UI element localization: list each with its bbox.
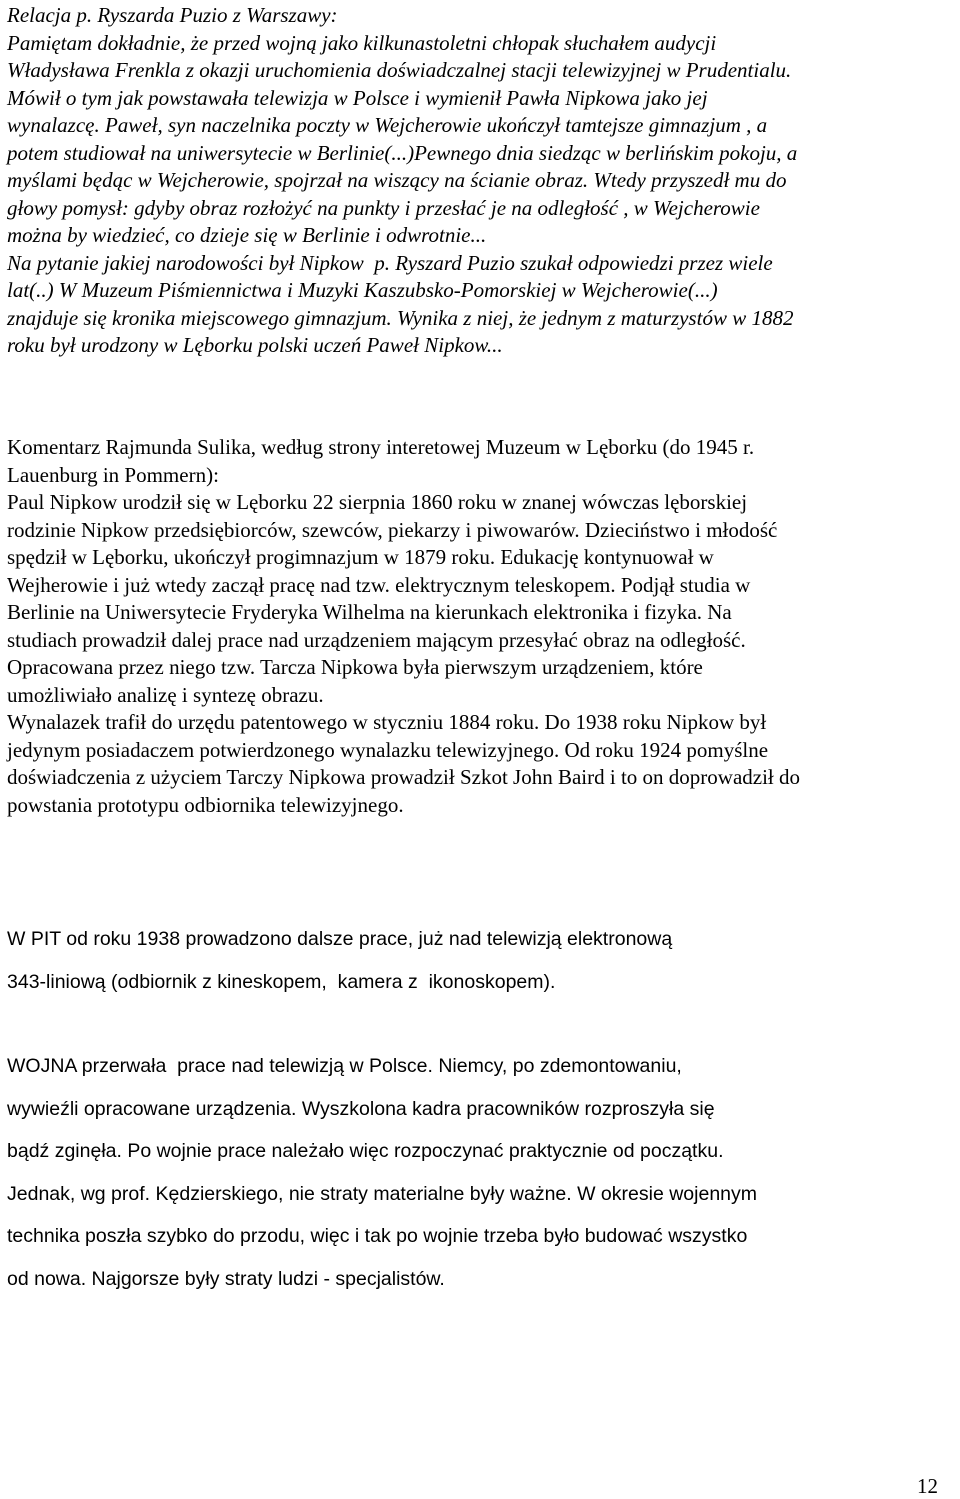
relacja-line: potem studiował na uniwersytecie w Berlinie(...)Pewnego dnia siedząc w berlińskim pokoju, a [7,140,798,165]
page-number: 12 [917,1474,938,1498]
komentarz-line: studiach prowadził dalej prace nad urządzeniem mającym przesyłać obraz na odległość. [7,627,746,652]
komentarz-line: spędził w Lęborku, ukończył progimnazjum w 1879 roku. Edukację kontynuował w [7,545,714,569]
komentarz-line: Opracowana przez niego tzw. Tarcza Nipkowa była pierwszym urządzeniem, które [7,655,703,679]
komentarz-section [7,434,947,819]
komentarz-line: Paul Nipkow urodził się w Lęborku 22 sierpnia 1860 roku w znanej wówczas lęborskiej [7,490,748,514]
komentarz-line: Komentarz Rajmunda Sulika, według strony interetowej Muzeum w Lęborku (do 1945 r. [7,435,755,459]
relacja-line: można by wiedzieć, co dzieje się w Berlinie i odwrotnie... [7,223,487,247]
wojna-line: WOJNA przerwała prace nad telewizją w Polsce. Niemcy, po zdemontowaniu, [7,1055,682,1077]
komentarz-line: rodzinie Nipkow przedsiębiorców, szewców, piekarzy i piwowarów. Dzieciństwo i młodość [7,517,778,542]
pit-line: 343-liniową (odbiornik z kineskopem, kamera z ikonoskopem). [7,970,556,993]
wojna-section [7,1045,957,1300]
wojna-line: wywieźli opracowane urządzenia. Wyszkolona kadra pracowników rozproszyła się [7,1097,715,1120]
pit-section [7,918,957,1003]
komentarz-line: umożliwiało analizę i syntezę obrazu. [7,682,324,707]
wojna-line: bądź zginęła. Po wojnie prace należało więc rozpoczynać praktycznie od początku. [7,1140,724,1162]
relacja-line: Pamiętam dokładnie, że przed wojną jako kilkunastoletni chłopak słuchałem audycji [7,30,717,55]
relacja-line: myślami będąc w Wejcherowie, spojrzał na wiszący na ścianie obraz. Wtedy przyszedł mu do [7,168,787,192]
komentarz-line: Berlinie na Uniwersytecie Fryderyka Wilhelma na kierunkach elektronika i fizyka. Na [7,600,732,624]
relacja-line: Na pytanie jakiej narodowości był Nipkow p. Ryszard Puzio szukał odpowiedzi przez wiele [7,250,773,275]
relacja-section [7,2,947,360]
komentarz-line: Wynalazek trafił do urzędu patentowego w styczniu 1884 roku. Do 1938 roku Nipkow był [7,710,767,734]
wojna-line: od nowa. Najgorsze były straty ludzi - specjalistów. [7,1267,445,1290]
relacja-line: Władysława Frenkla z okazji uruchomienia doświadczalnej stacji telewizyjnej w Prudentialu. [7,58,792,82]
komentarz-line: doświadczenia z użyciem Tarczy Nipkowa prowadził Szkot John Baird i to on doprowadził do [7,765,801,789]
komentarz-line: powstania prototypu odbiornika telewizyjnego. [7,792,404,817]
wojna-line: technika poszła szybko do przodu, więc i tak po wojnie trzeba było budować wszystko [7,1225,748,1247]
relacja-line: wynalazcę. Paweł, syn naczelnika poczty w Wejcherowie ukończył tamtejsze gimnazjum , a [7,113,768,137]
relacja-line: lat(..) W Muzeum Piśmiennictwa i Muzyki Kaszubsko-Pomorskiej w Wejcherowie(...) [7,278,718,302]
komentarz-line: Lauenburg in Pommern): [7,462,219,487]
komentarz-line: jedynym posiadaczem potwierdzonego wynalazku telewizyjnego. Od roku 1924 pomyślne [7,737,769,762]
relacja-line: głowy pomysł: gdyby obraz rozłożyć na punkty i przesłać je na odległość , w Wejcherowie [7,195,760,220]
komentarz-line: Wejherowie i już wtedy zaczął pracę nad tzw. elektrycznym teleskopem. Podjął studia w [7,572,751,597]
relacja-line: Relacja p. Ryszarda Puzio z Warszawy: [7,3,338,27]
relacja-line: roku był urodzony w Lęborku polski uczeń Paweł Nipkow... [7,333,503,357]
wojna-line: Jednak, wg prof. Kędzierskiego, nie straty materialne były ważne. W okresie wojennym [7,1182,757,1205]
relacja-line: znajduje się kronika miejscowego gimnazjum. Wynika z niej, że jednym z maturzystów w 1882 [7,305,794,330]
pit-line: W PIT od roku 1938 prowadzono dalsze prace, już nad telewizją elektronową [7,928,673,950]
relacja-line: Mówił o tym jak powstawała telewizja w Polsce i wymienił Pawła Nipkowa jako jej [7,85,708,110]
